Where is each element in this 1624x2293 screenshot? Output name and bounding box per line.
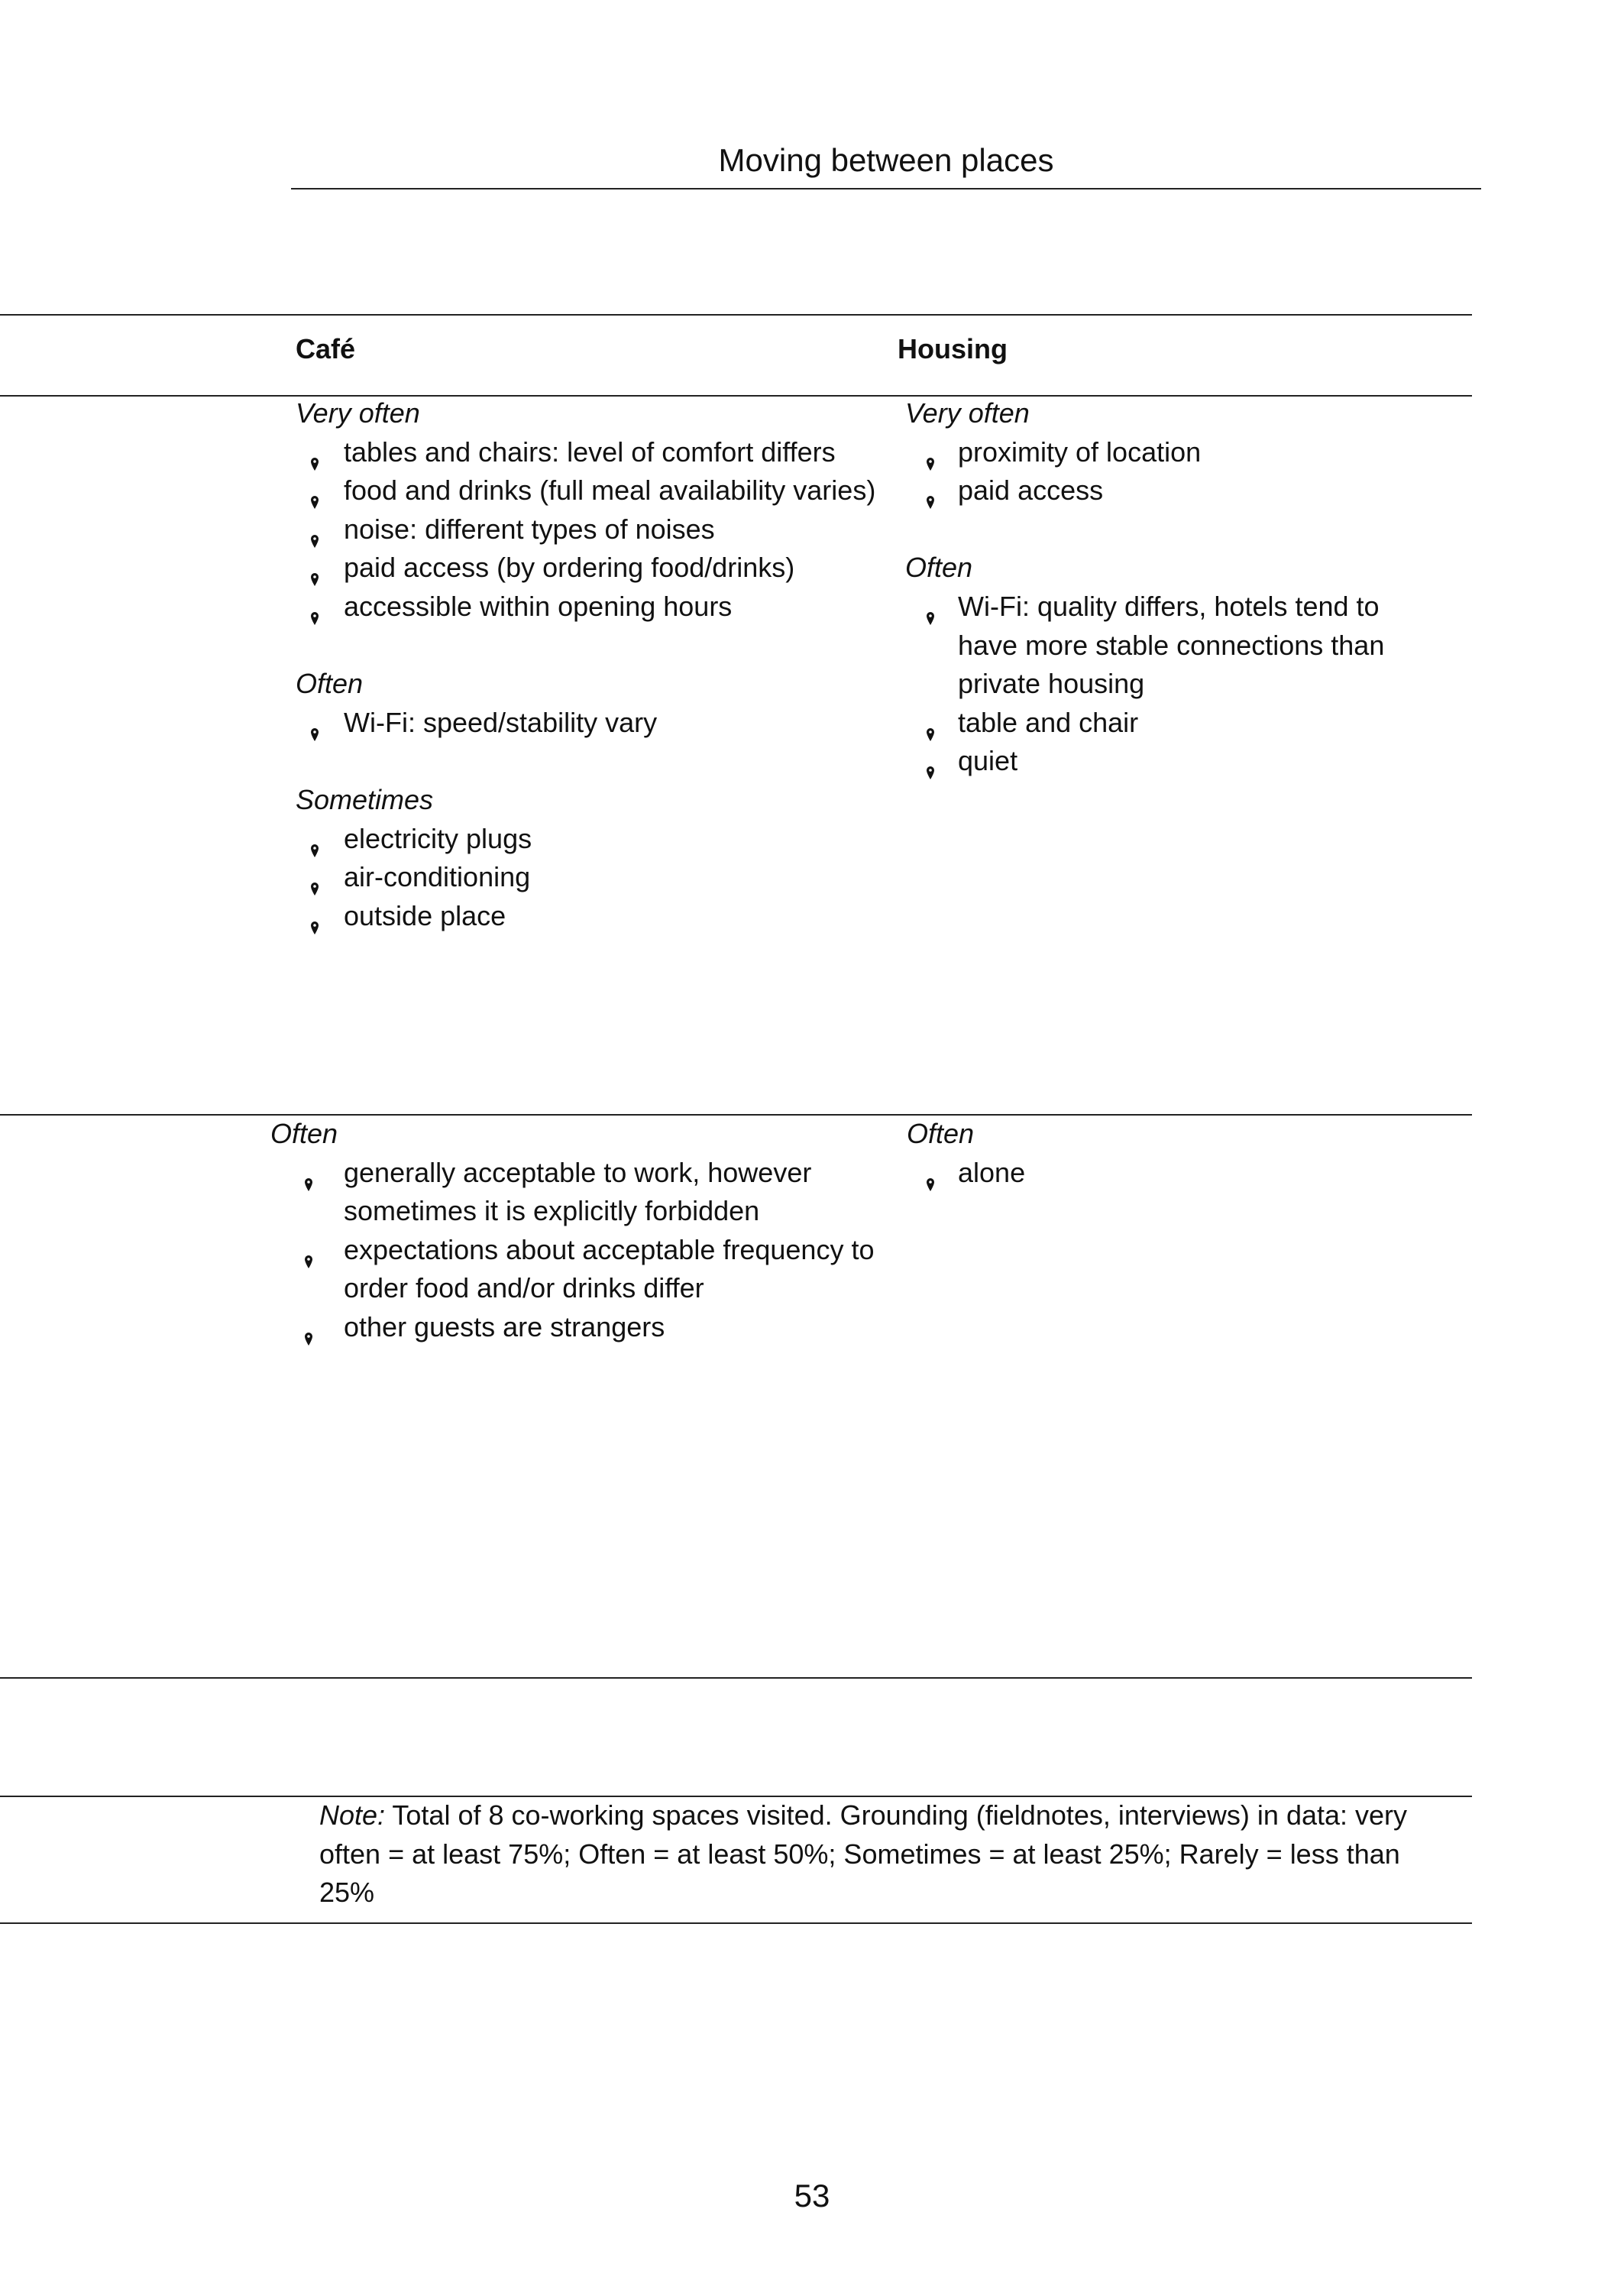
list-item [905, 704, 1409, 743]
frequency-label: Often [905, 552, 973, 584]
map-pin-bullet-icon [310, 908, 319, 923]
row-rule [0, 1677, 1472, 1679]
table-top-rule [0, 314, 1472, 316]
housing-features-cell [905, 394, 1409, 781]
frequency-label: Often [296, 668, 364, 700]
page-number: 53 [794, 2178, 830, 2214]
column-header-housing: Housing [898, 333, 1008, 364]
frequency-label: Often [907, 1118, 975, 1149]
map-pin-bullet-icon [926, 753, 935, 768]
list-item [296, 704, 876, 743]
list-item [270, 1154, 876, 1231]
list-item [296, 820, 876, 859]
list-item-text: accessible within opening hours [344, 590, 733, 622]
frequency-label: Very often [905, 397, 1030, 429]
map-pin-bullet-icon [310, 831, 319, 846]
note-text: Total of 8 co-working spaces visited. Grounding (fieldnotes, interviews) in data: very often = at least 75%; Often = at least 50%; Sometimes = at least 25%; Rarely = less than 25% [319, 1799, 1408, 1909]
list-item-text: food and drinks (full meal availability varies) [344, 474, 876, 507]
map-pin-bullet-icon [304, 1242, 313, 1257]
list-item [296, 471, 876, 510]
spacer [296, 627, 876, 666]
list-item [296, 549, 876, 588]
map-pin-bullet-icon [926, 714, 935, 730]
list-item-text: alone [958, 1156, 1026, 1188]
list-item-text: tables and chairs: level of comfort differs [344, 436, 836, 468]
list-item-text: noise: different types of noises [344, 513, 715, 545]
running-header-title: Moving between places [718, 142, 1054, 178]
list-item [270, 1231, 876, 1308]
column-header-cafe: Café [296, 333, 356, 364]
list-item-text: generally acceptable to work, however sometimes it is explicitly forbidden [344, 1156, 812, 1227]
map-pin-bullet-icon [926, 482, 935, 497]
map-pin-bullet-icon [310, 559, 319, 575]
list-item-text: expectations about acceptable frequency to order food and/or drinks differ [344, 1233, 875, 1304]
frequency-label: Sometimes [296, 783, 434, 815]
frequency-label: Often [270, 1118, 338, 1149]
table-bottom-rule [0, 1922, 1472, 1924]
map-pin-bullet-icon [926, 598, 935, 614]
map-pin-bullet-icon [926, 1164, 935, 1180]
map-pin-bullet-icon [310, 482, 319, 497]
map-pin-bullet-icon [310, 714, 319, 730]
list-item-text: paid access [958, 474, 1104, 507]
map-pin-bullet-icon [310, 598, 319, 614]
cafe-features-cell [296, 394, 876, 935]
list-item [905, 588, 1409, 704]
list-item-text: quiet [958, 745, 1018, 777]
header-rule [291, 188, 1481, 189]
note-label: Note: [319, 1799, 386, 1831]
spacer [905, 510, 1409, 549]
list-item [296, 858, 876, 897]
map-pin-bullet-icon [926, 444, 935, 459]
list-item-text: Wi-Fi: quality differs, hotels tend to have more stable connections than private housing [958, 590, 1385, 700]
list-item-text: paid access (by ordering food/drinks) [344, 552, 795, 584]
list-item-text: electricity plugs [344, 822, 532, 854]
list-item-text: other guests are strangers [344, 1310, 665, 1342]
list-item-text: table and chair [958, 706, 1139, 738]
list-item [296, 510, 876, 549]
list-item [905, 742, 1409, 781]
map-pin-bullet-icon [304, 1164, 313, 1180]
list-item-text: air-conditioning [344, 861, 531, 893]
map-pin-bullet-icon [304, 1319, 313, 1334]
housing-social-cell [907, 1115, 1411, 1192]
table-note [319, 1796, 1450, 1912]
list-item [270, 1308, 876, 1347]
list-item-text: outside place [344, 899, 506, 931]
list-item [907, 1154, 1411, 1193]
list-item [296, 433, 876, 472]
frequency-label: Very often [296, 397, 420, 429]
cafe-social-cell [270, 1115, 876, 1347]
list-item-text: proximity of location [958, 436, 1202, 468]
map-pin-bullet-icon [310, 444, 319, 459]
map-pin-bullet-icon [310, 521, 319, 536]
spacer [296, 742, 876, 781]
list-item [296, 897, 876, 936]
list-item [296, 588, 876, 627]
list-item-text: Wi-Fi: speed/stability vary [344, 706, 658, 738]
list-item [905, 471, 1409, 510]
map-pin-bullet-icon [310, 869, 319, 884]
list-item [905, 433, 1409, 472]
